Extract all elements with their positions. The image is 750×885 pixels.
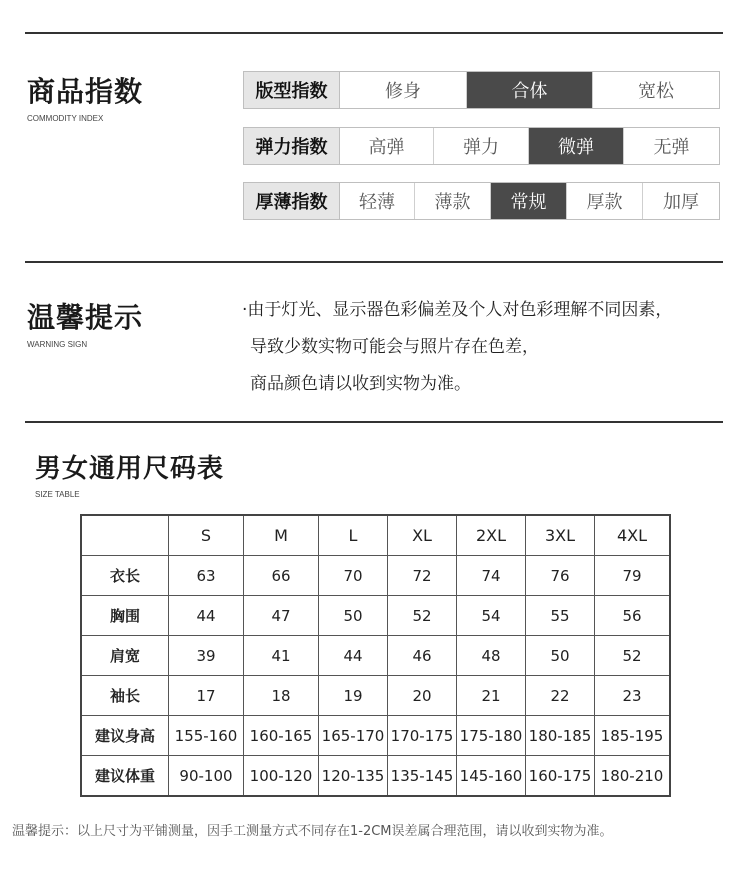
- table-cell: 18: [244, 676, 319, 716]
- table-header-cell: M: [244, 515, 319, 556]
- table-cell: 120-135: [319, 756, 388, 797]
- table-cell: 22: [526, 676, 595, 716]
- table-header-row: [81, 515, 670, 556]
- fit-option-regular: 合体: [467, 72, 593, 108]
- table-cell: 175-180: [457, 716, 526, 756]
- commodity-subtitle: COMMODITY INDEX: [27, 114, 104, 123]
- row-header: 胸围: [81, 596, 169, 636]
- elasticity-option-medium: 弹力: [434, 128, 529, 164]
- row-header: 建议体重: [81, 756, 169, 797]
- table-header-cell: 4XL: [595, 515, 671, 556]
- table-cell: 46: [388, 636, 457, 676]
- size-table-subtitle: SIZE TABLE: [35, 490, 80, 499]
- table-header-cell: 2XL: [457, 515, 526, 556]
- table-row: [81, 716, 670, 756]
- table-cell: 47: [244, 596, 319, 636]
- warning-notice: [242, 292, 673, 403]
- thickness-option-thin: 轻薄: [340, 183, 415, 219]
- table-cell: 160-175: [526, 756, 595, 797]
- row-header: 肩宽: [81, 636, 169, 676]
- table-row: [81, 676, 670, 716]
- size-table-title: 男女通用尺码表: [35, 454, 225, 484]
- table-cell: 50: [526, 636, 595, 676]
- table-cell: 155-160: [169, 716, 244, 756]
- table-cell: 180-210: [595, 756, 671, 797]
- table-header-cell: XL: [388, 515, 457, 556]
- elasticity-option-slight: 微弹: [529, 128, 624, 164]
- table-cell: 20: [388, 676, 457, 716]
- warning-title: 温馨提示: [27, 301, 144, 334]
- lower-divider: [25, 421, 723, 423]
- table-cell: 55: [526, 596, 595, 636]
- table-cell: 66: [244, 556, 319, 596]
- table-cell: 135-145: [388, 756, 457, 797]
- warning-line-3: 商品颜色请以收到实物为准。: [250, 374, 471, 394]
- thickness-index-label: 厚薄指数: [244, 183, 340, 219]
- table-cell: 100-120: [244, 756, 319, 797]
- table-cell: 50: [319, 596, 388, 636]
- table-cell: 48: [457, 636, 526, 676]
- table-header-cell: [81, 515, 169, 556]
- table-header-cell: L: [319, 515, 388, 556]
- thickness-option-regular: 常规: [491, 183, 567, 219]
- footer-note: 温馨提示：以上尺寸为平铺测量，因手工测量方式不同存在1-2CM误差属合理范围，请以收到实物为准。: [12, 824, 613, 839]
- warning-line-1: ·由于灯光、显示器色彩偏差及个人对色彩理解不同因素，: [242, 300, 673, 320]
- table-cell: 54: [457, 596, 526, 636]
- table-cell: 76: [526, 556, 595, 596]
- table-header-cell: 3XL: [526, 515, 595, 556]
- table-cell: 63: [169, 556, 244, 596]
- table-cell: 44: [319, 636, 388, 676]
- table-cell: 41: [244, 636, 319, 676]
- fit-option-loose: 宽松: [638, 81, 674, 102]
- table-cell: 39: [169, 636, 244, 676]
- elasticity-option-high: 高弹: [340, 128, 434, 164]
- row-header: 袖长: [81, 676, 169, 716]
- warning-subtitle: WARNING SIGN: [27, 340, 88, 349]
- fit-option-slim: 修身: [340, 72, 467, 108]
- table-cell: 52: [595, 636, 671, 676]
- thickness-option-extra-thick: 加厚: [663, 192, 699, 213]
- elasticity-option-none: 无弹: [653, 137, 690, 158]
- table-cell: 165-170: [319, 716, 388, 756]
- table-row: [81, 636, 670, 676]
- table-cell: 19: [319, 676, 388, 716]
- row-header: 建议身高: [81, 716, 169, 756]
- table-cell: 70: [319, 556, 388, 596]
- thickness-index-row: [243, 182, 720, 220]
- middle-divider: [25, 261, 723, 263]
- table-cell: 170-175: [388, 716, 457, 756]
- table-row: [81, 596, 670, 636]
- table-cell: 44: [169, 596, 244, 636]
- table-cell: 56: [595, 596, 671, 636]
- table-cell: 180-185: [526, 716, 595, 756]
- table-cell: 21: [457, 676, 526, 716]
- fit-index-row: [243, 71, 720, 109]
- table-cell: 52: [388, 596, 457, 636]
- commodity-title: 商品指数: [27, 75, 144, 108]
- table-cell: 72: [388, 556, 457, 596]
- fit-index-label: 版型指数: [244, 72, 340, 108]
- elasticity-index-label: 弹力指数: [244, 128, 340, 164]
- table-cell: 74: [457, 556, 526, 596]
- table-cell: 79: [595, 556, 671, 596]
- table-cell: 160-165: [244, 716, 319, 756]
- size-table: [80, 514, 671, 797]
- thickness-option-light: 薄款: [415, 183, 491, 219]
- row-header: 衣长: [81, 556, 169, 596]
- table-cell: 90-100: [169, 756, 244, 797]
- warning-line-2: 导致少数实物可能会与照片存在色差，: [250, 337, 539, 357]
- top-divider: [25, 32, 723, 34]
- table-cell: 185-195: [595, 716, 671, 756]
- table-row: [81, 556, 670, 596]
- table-cell: 23: [595, 676, 671, 716]
- thickness-option-thick: 厚款: [567, 183, 643, 219]
- table-cell: 145-160: [457, 756, 526, 797]
- elasticity-index-row: [243, 127, 720, 165]
- table-row: [81, 756, 670, 797]
- table-cell: 17: [169, 676, 244, 716]
- table-header-cell: S: [169, 515, 244, 556]
